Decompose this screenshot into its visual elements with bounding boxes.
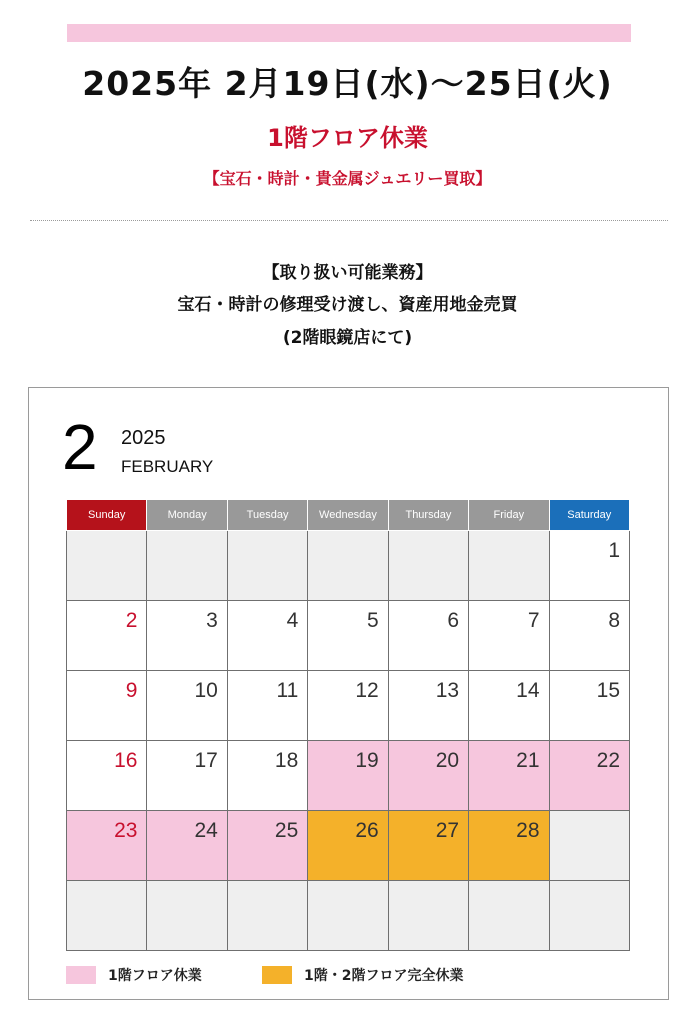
legend-label: 1階・2階フロア完全休業 — [304, 968, 464, 984]
weekday-header: Thursday — [388, 500, 468, 530]
weekday-header-row — [67, 500, 630, 530]
calendar-day-cell: 25 — [227, 810, 307, 880]
calendar-empty-cell — [469, 530, 549, 600]
closure-date-headline: 2025年 2月19日(水)〜25日(火) — [82, 64, 613, 103]
calendar-week-row — [67, 530, 630, 600]
calendar-empty-cell — [549, 880, 629, 950]
weekday-header: Wednesday — [308, 500, 388, 530]
calendar-day-cell: 12 — [308, 670, 388, 740]
calendar-day-cell: 23 — [67, 810, 147, 880]
calendar-day-cell: 19 — [308, 740, 388, 810]
weekday-header: Tuesday — [227, 500, 307, 530]
calendar-empty-cell — [227, 880, 307, 950]
dotted-divider — [30, 220, 668, 221]
calendar-day-cell: 3 — [147, 600, 227, 670]
calendar-day-cell: 15 — [549, 670, 629, 740]
calendar-month-number: 2 — [62, 411, 98, 483]
calendar-empty-cell — [147, 880, 227, 950]
calendar-day-cell: 4 — [227, 600, 307, 670]
calendar-week-row — [67, 600, 630, 670]
legend-pink-swatch — [66, 966, 96, 984]
calendar-grid — [66, 500, 630, 951]
calendar-day-cell: 9 — [67, 670, 147, 740]
top-accent-bar — [67, 24, 631, 42]
calendar-empty-cell — [67, 880, 147, 950]
calendar-week-row — [67, 810, 630, 880]
calendar-empty-cell — [469, 880, 549, 950]
calendar-day-cell: 6 — [388, 600, 468, 670]
calendar-month-name: FEBRUARY — [121, 457, 214, 476]
calendar-empty-cell — [388, 880, 468, 950]
calendar-empty-cell — [388, 530, 468, 600]
calendar-week-row — [67, 670, 630, 740]
calendar-day-cell: 28 — [469, 810, 549, 880]
calendar-day-cell: 13 — [388, 670, 468, 740]
legend-orange-swatch — [262, 966, 292, 984]
calendar-day-cell: 22 — [549, 740, 629, 810]
calendar-week-row — [67, 740, 630, 810]
legend-all-closed — [262, 965, 463, 985]
calendar-day-cell: 20 — [388, 740, 468, 810]
calendar-day-cell: 16 — [67, 740, 147, 810]
calendar-empty-cell — [308, 530, 388, 600]
calendar-day-cell: 11 — [227, 670, 307, 740]
calendar-day-cell: 2 — [67, 600, 147, 670]
weekday-header: Friday — [469, 500, 549, 530]
available-services-location: (2階眼鏡店にて) — [282, 328, 413, 348]
calendar-day-cell: 18 — [227, 740, 307, 810]
calendar-empty-cell — [227, 530, 307, 600]
legend-floor1-closed — [66, 965, 202, 985]
weekday-header: Saturday — [549, 500, 629, 530]
calendar-day-cell: 26 — [308, 810, 388, 880]
calendar-day-cell: 8 — [549, 600, 629, 670]
closure-subtitle: 1階フロア休業 — [267, 124, 428, 152]
calendar-day-cell: 1 — [549, 530, 629, 600]
weekday-header: Monday — [147, 500, 227, 530]
calendar-day-cell: 5 — [308, 600, 388, 670]
calendar-empty-cell — [308, 880, 388, 950]
calendar-empty-cell — [147, 530, 227, 600]
calendar-day-cell: 27 — [388, 810, 468, 880]
calendar-day-cell: 17 — [147, 740, 227, 810]
available-services-heading: 【取り扱い可能業務】 — [262, 263, 433, 283]
calendar-empty-cell — [67, 530, 147, 600]
calendar-day-cell: 21 — [469, 740, 549, 810]
calendar-year: 2025 — [121, 427, 166, 449]
weekday-header: Sunday — [67, 500, 147, 530]
calendar-day-cell: 14 — [469, 670, 549, 740]
calendar-day-cell: 24 — [147, 810, 227, 880]
available-services-text: 宝石・時計の修理受け渡し、資産用地金売買 — [177, 295, 518, 315]
calendar-day-cell: 10 — [147, 670, 227, 740]
calendar-week-row — [67, 880, 630, 950]
affected-services: 【宝石・時計・貴金属ジュエリー買取】 — [203, 169, 492, 188]
calendar-empty-cell — [549, 810, 629, 880]
calendar-day-cell: 7 — [469, 600, 549, 670]
legend-label: 1階フロア休業 — [108, 968, 202, 984]
